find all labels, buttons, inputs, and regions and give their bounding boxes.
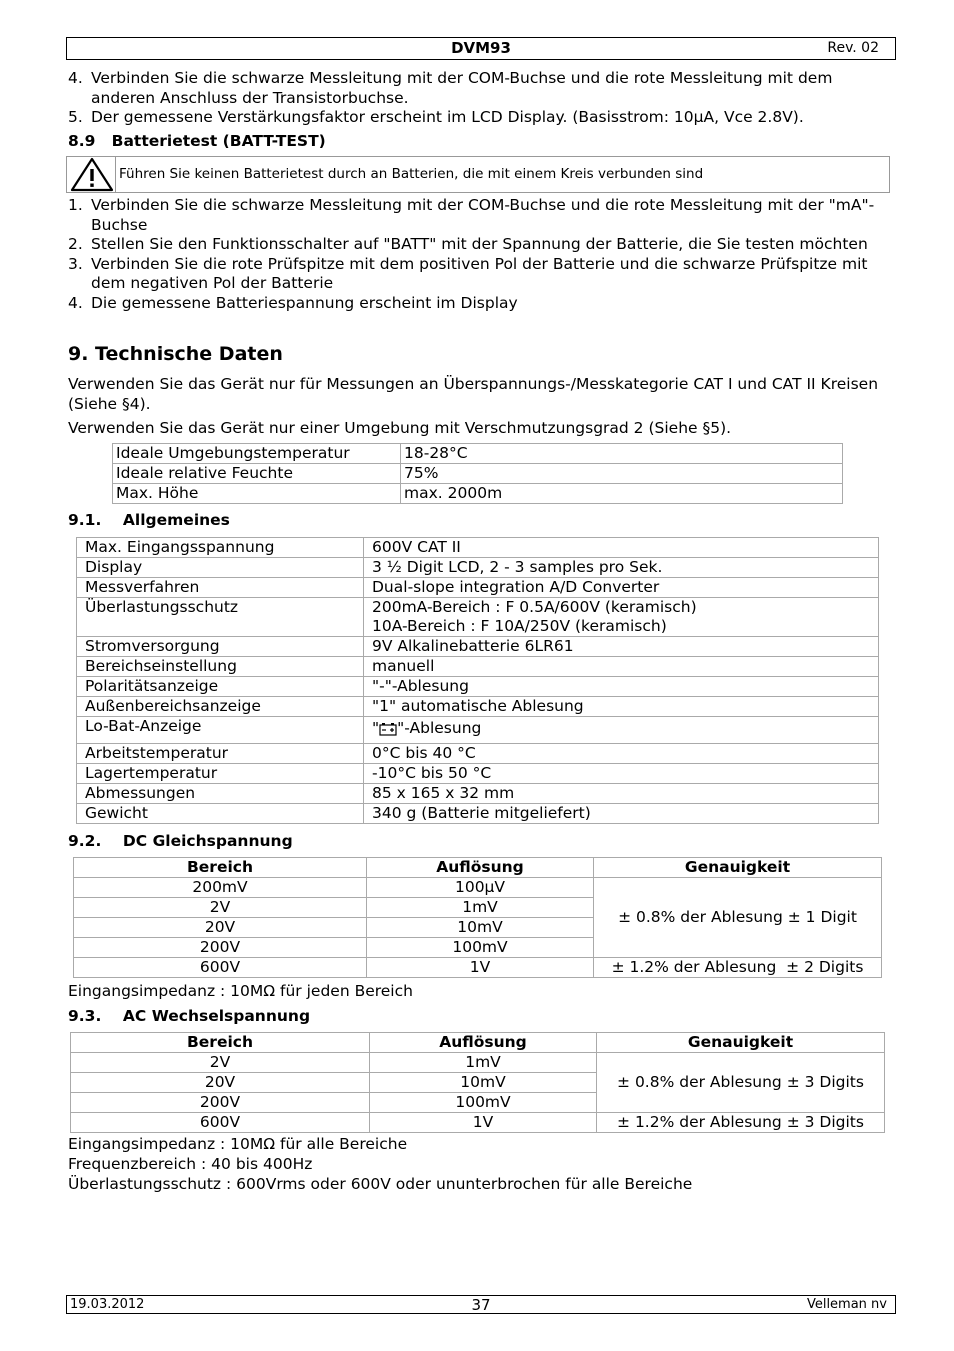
ac-note-1: Eingangsimpedanz : 10MΩ für alle Bereiche [68,1135,408,1153]
table-row: Stromversorgung 9V Alkalinebatterie 6LR61 [77,637,879,657]
battery-icon [379,720,397,743]
table-row: 20V 10mV [71,1073,885,1093]
list-item: 5. Der gemessene Verstärkungsfaktor erscheint im LCD Display. (Basisstrom: 10µA, Vce 2.8V). [68,108,804,126]
general-table [76,537,879,824]
list-item: 4. Verbinden Sie die schwarze Messleitung mit der COM-Buchse und die rote Messleitung mit dem anderen Anschluss der Transistorbuchse. [68,69,833,107]
tech-para-1: Verwenden Sie das Gerät nur für Messungen an Überspannungs-/Messkategorie CAT I und CAT II Kreisen (Siehe §4). [68,375,879,413]
footer-company: Velleman nv [806,1297,887,1312]
table-row: 200V 100mV [74,938,882,958]
list-item: 2. Stellen Sie den Funktionsschalter auf "BATT" mit der Spannung der Batterie, die Sie testen möchten [68,235,868,253]
table-row: Polaritätsanzeige "-"-Ablesung [77,677,879,697]
list-item: 4. Die gemessene Batteriespannung erscheint im Display [68,293,518,312]
table-header-row: Bereich Auflösung Genauigkeit [71,1033,885,1053]
page-header [66,37,896,60]
table-row: Display 3 ½ Digit LCD, 2 - 3 samples pro Sek. [77,558,879,578]
page-number: 37 [471,1296,491,1314]
table-row: Überlastungsschutz 200mA-Bereich : F 0.5A/600V (keramisch) 10A-Bereich : F 10A/250V (keramisch) [77,598,879,637]
table-row: 2V 1mV ± 0.8% der Ablesung ± 3 Digits [71,1053,885,1073]
ac-note-2: Frequenzbereich : 40 bis 400Hz [68,1155,313,1173]
table-row: 2V 1mV [74,898,882,918]
table-row: Lo-Bat-Anzeige " "-Ablesung [77,717,879,744]
revision: Rev. 02 [827,40,879,56]
table-row: Max. Eingangsspannung 600V CAT II [77,538,879,558]
ac-table [70,1032,885,1133]
table-row: Abmessungen 85 x 165 x 32 mm [77,784,879,804]
dc-note: Eingangsimpedanz : 10MΩ für jeden Bereich [68,982,413,1000]
table-row: 600V 1V ± 1.2% der Ablesung ± 3 Digits [71,1113,885,1133]
transistor-steps [68,69,888,128]
table-row: Ideale relative Feuchte 75% [113,464,843,484]
model-name: DVM93 [451,39,511,57]
table-row: Lagertemperatur -10°C bis 50 °C [77,764,879,784]
footer-date: 19.03.2012 [70,1297,145,1312]
warning-box [66,156,890,193]
table-row: Bereichseinstellung manuell [77,657,879,677]
table-header-row: Bereich Auflösung Genauigkeit [74,858,882,878]
tech-heading: 9. Technische Daten [68,343,283,365]
table-row: Max. Höhe max. 2000m [113,484,843,504]
env-table [112,443,843,504]
ac-note-3: Überlastungsschutz : 600Vrms oder 600V oder ununterbrochen für alle Bereiche [68,1175,693,1193]
table-row: 600V 1V ± 1.2% der Ablesung ± 2 Digits [74,958,882,978]
table-row: Außenbereichsanzeige "1" automatische Ablesung [77,697,879,717]
list-item: 1. Verbinden Sie die schwarze Messleitung mit der COM-Buchse und die rote Messleitung mit der "mA"-Buchse [68,196,875,234]
general-heading: 9.1. Allgemeines [68,511,230,529]
dc-table [73,857,882,978]
table-row: 20V 10mV [74,918,882,938]
table-row: Arbeitstemperatur 0°C bis 40 °C [77,744,879,764]
table-row: Messverfahren Dual-slope integration A/D Converter [77,578,879,598]
table-row: 200mV 100µV ± 0.8% der Ablesung ± 1 Digit [74,878,882,898]
warning-text: Führen Sie keinen Batterietest durch an Batterien, die mit einem Kreis verbunden sind [119,166,704,182]
dc-heading: 9.2. DC Gleichspannung [68,832,293,850]
tech-para-2: Verwenden Sie das Gerät nur einer Umgebung mit Verschmutzungsgrad 2 (Siehe §5). [68,419,732,437]
table-row: Ideale Umgebungstemperatur 18-28°C [113,444,843,464]
warning-icon [69,157,116,192]
list-item: 3. Verbinden Sie die rote Prüfspitze mit dem positiven Pol der Batterie und die schwarze Prüfspitze mit dem negativen Pol der Batterie [68,254,868,292]
page-footer [66,1295,896,1314]
ac-heading: 9.3. AC Wechselspannung [68,1007,311,1025]
batt-steps [68,196,888,313]
table-row: Gewicht 340 g (Batterie mitgeliefert) [77,804,879,824]
batt-heading: 8.9 Batterietest (BATT-TEST) [68,132,326,150]
table-row: 200V 100mV [71,1093,885,1113]
